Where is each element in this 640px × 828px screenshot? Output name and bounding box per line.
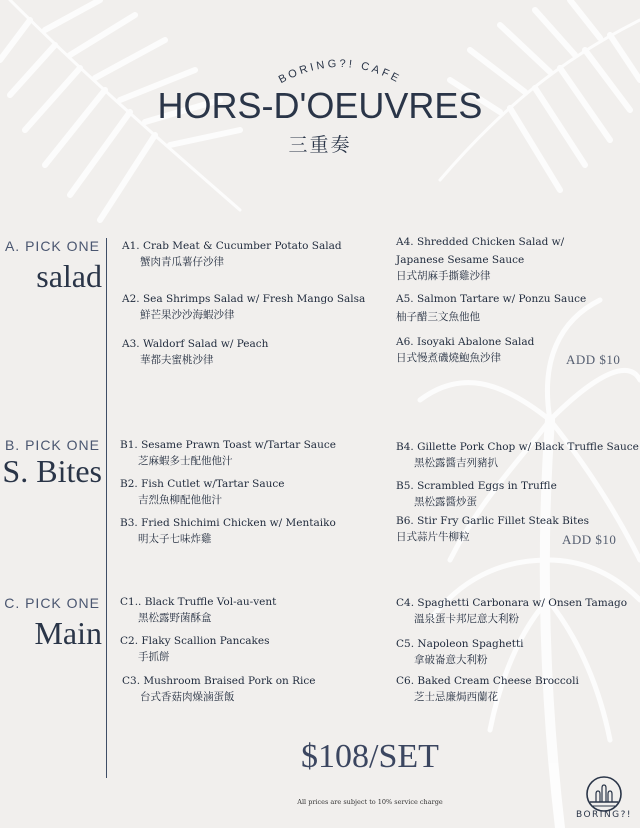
menu-item-c1	[120, 594, 276, 626]
section-c-name: Main	[34, 615, 102, 651]
item-name-zh: 拿破崙意大利粉	[414, 654, 488, 666]
item-name-en: C1.. Black Truffle Vol-au-vent	[120, 596, 277, 608]
item-name-en: C5. Napoleon Spaghetti	[396, 638, 524, 650]
item-name-en: A2. Sea Shrimps Salad w/ Fresh Mango Salsa	[122, 293, 366, 305]
item-name-en: C2. Flaky Scallion Pancakes	[120, 635, 270, 647]
item-name-zh: 日式胡麻手撕雞沙律	[396, 270, 491, 282]
menu-item-a6	[396, 334, 534, 366]
section-a-label: A. PICK ONE	[4, 238, 100, 254]
menu-item-c6	[396, 673, 579, 705]
item-name-zh: 手抓餅	[138, 651, 170, 663]
menu-item-b2	[120, 476, 285, 508]
item-name-zh: 台式香菇肉燥滷蛋飯	[140, 691, 235, 703]
item-name-en-line2: Japanese Sesame Sauce	[396, 254, 525, 266]
section-b-label: B. PICK ONE	[4, 437, 100, 453]
menu-item-a1	[122, 238, 342, 270]
item-name-en: B3. Fried Shichimi Chicken w/ Mentaiko	[120, 517, 336, 529]
menu-item-b6	[396, 513, 589, 545]
item-name-en: C6. Baked Cream Cheese Broccoli	[396, 675, 579, 687]
item-name-en: A5. Salmon Tartare w/ Ponzu Sauce	[396, 293, 587, 305]
menu-item-c5	[396, 636, 524, 668]
service-charge-note: All prices are subject to 10% service charge	[297, 798, 443, 806]
brand-arc-text	[270, 52, 410, 86]
item-name-zh: 明太子七味炸雞	[138, 533, 212, 545]
item-name-zh: 鮮芒果沙沙海蝦沙律	[140, 309, 235, 321]
menu-item-a5	[396, 291, 586, 325]
section-divider-line	[106, 238, 107, 778]
logo-text: BORING?!	[575, 810, 633, 820]
menu-item-b1	[120, 437, 336, 469]
section-c-label: C. PICK ONE	[4, 595, 100, 611]
item-name-zh: 黑松露醬吉列豬扒	[414, 457, 498, 469]
brand-name: BORING?! CAFE	[276, 57, 404, 86]
item-name-zh: 芝士忌廉焗西蘭花	[414, 691, 498, 703]
section-b-name: S. Bites	[2, 453, 102, 489]
menu-item-c2	[120, 633, 269, 665]
item-name-en: B4. Gillette Pork Chop w/ Black Truffle Sauce	[396, 441, 639, 453]
page-subtitle: 三重奏	[288, 134, 352, 156]
menu-item-b4	[396, 439, 639, 471]
item-name-en: A1. Crab Meat & Cucumber Potato Salad	[122, 240, 342, 252]
item-name-zh: 日式蒜片牛柳粒	[396, 531, 470, 543]
item-name-zh: 溫泉蛋卡邦尼意大利粉	[414, 613, 519, 625]
item-name-zh: 黑松露野菌酥盒	[138, 612, 212, 624]
item-name-zh: 吉烈魚柳配他他汁	[138, 494, 222, 506]
section-a-add-price: ADD $10	[566, 352, 621, 367]
item-name-en: B6. Stir Fry Garlic Fillet Steak Bites	[396, 515, 589, 527]
menu-item-b3	[120, 515, 336, 547]
item-name-en: B5. Scrambled Eggs in Truffle	[396, 480, 557, 492]
menu-item-c3	[122, 673, 316, 705]
item-name-zh: 華都夫蜜桃沙律	[140, 354, 214, 366]
page-title: HORS-D'OEUVRES	[157, 85, 483, 126]
item-name-en: B2. Fish Cutlet w/Tartar Sauce	[120, 478, 285, 490]
item-name-en: B1. Sesame Prawn Toast w/Tartar Sauce	[120, 439, 336, 451]
item-name-en: A4. Shredded Chicken Salad w/	[396, 236, 565, 248]
item-name-en: C3. Mushroom Braised Pork on Rice	[122, 675, 316, 687]
menu-item-c4	[396, 595, 627, 627]
item-name-zh: 黑松露醬炒蛋	[414, 496, 477, 508]
menu-item-a3	[122, 336, 268, 368]
item-name-en: C4. Spaghetti Carbonara w/ Onsen Tamago	[396, 597, 628, 609]
item-name-zh: 芝麻蝦多士配他他汁	[138, 455, 233, 467]
menu-item-a2	[122, 291, 365, 323]
menu-item-b5	[396, 478, 557, 510]
menu-item-a4	[396, 234, 564, 284]
item-name-zh: 日式慢煮磯燒鮑魚沙律	[396, 352, 501, 364]
section-a-name: salad	[36, 258, 102, 294]
svg-text:BORING?! CAFE	[277, 58, 403, 86]
set-price: $108/SET	[301, 738, 439, 775]
item-name-en: A6. Isoyaki Abalone Salad	[396, 336, 535, 348]
item-name-zh: 柚子醋三文魚他他	[396, 311, 480, 323]
item-name-zh: 蟹肉青瓜薯仔沙律	[140, 256, 224, 268]
item-name-en: A3. Waldorf Salad w/ Peach	[122, 338, 269, 350]
section-b-add-price: ADD $10	[562, 532, 617, 547]
